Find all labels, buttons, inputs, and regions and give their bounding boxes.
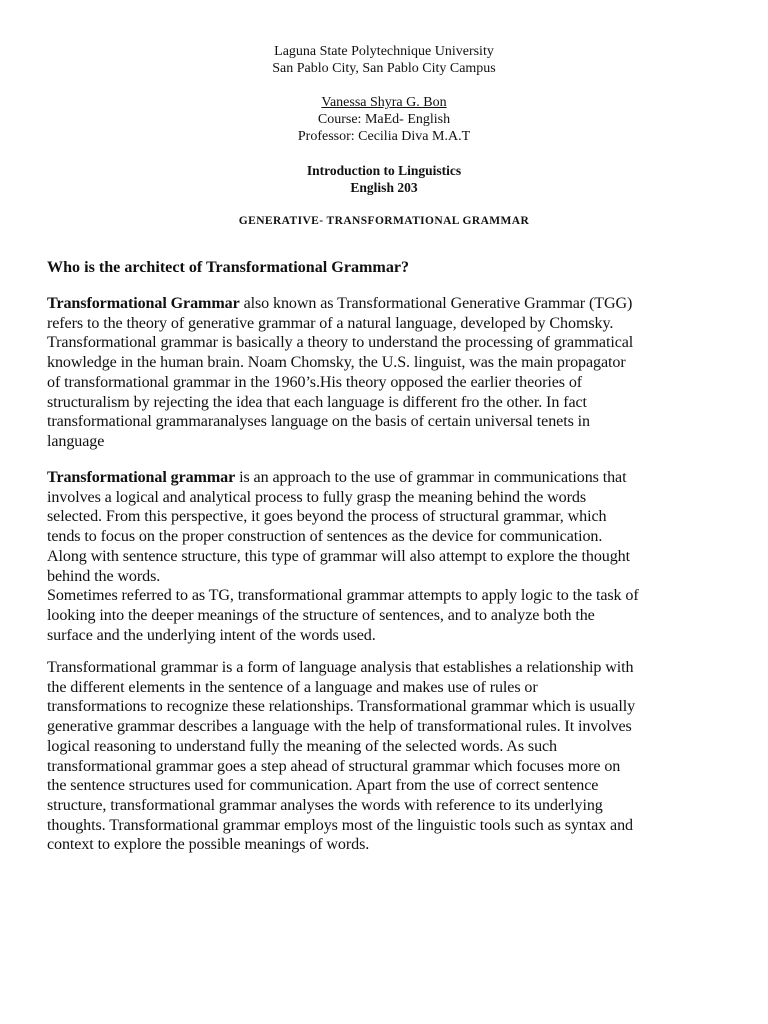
paragraph-2-lead: Transformational grammar	[47, 469, 236, 486]
student-name: Vanessa Shyra G. Bon	[321, 95, 447, 110]
paragraph-1-line: structuralism by rejecting the idea that each language is different fro the other. In fact	[47, 393, 587, 411]
header-topic	[0, 213, 768, 230]
paragraph-3-line: the different elements in the sentence of a language and makes use of rules or	[47, 678, 538, 696]
paragraph-2-line: Transformational grammar is an approach to the use of grammar in communications that	[47, 469, 627, 486]
university-name: Laguna State Polytechnique University	[274, 44, 494, 59]
paragraph-3-line: context to explore the possible meanings of words.	[47, 836, 370, 854]
paragraph-1-line: refers to the theory of generative grammar of a natural language, developed by Chomsky.	[47, 314, 614, 332]
paragraph-2-line: tends to focus on the proper construction of sentences as the device for communication.	[47, 528, 603, 546]
paragraph-2-line: Sometimes referred to as TG, transformational grammar attempts to apply logic to the task of	[47, 587, 639, 605]
paragraph-1-lead: Transformational Grammar	[47, 295, 240, 312]
paragraph-3-line: generative grammar describes a language with the help of transformational rules. It involves	[47, 718, 632, 736]
header-subject	[0, 162, 768, 196]
paragraph-1-line: Transformational Grammar also known as Transformational Generative Grammar (TGG)	[47, 295, 633, 312]
paragraph-3-line: logical reasoning to understand fully the meaning of the selected words. As such	[47, 737, 558, 755]
paragraph-1-line: language	[47, 432, 105, 450]
paragraph-2-line: Along with sentence structure, this type of grammar will also attempt to explore the thought	[47, 547, 631, 565]
paragraph-3-line: the sentence structures used for communication. Apart from the use of correct sentence	[47, 777, 599, 795]
paragraph-2-line: surface and the underlying intent of the words used.	[47, 626, 376, 644]
course-line: Course: MaEd- English	[317, 112, 451, 127]
campus-name: San Pablo City, San Pablo City Campus	[272, 61, 496, 76]
paragraph-3	[47, 658, 727, 855]
paragraph-1-line: knowledge in the human brain. Noam Chomsky, the U.S. linguist, was the main propagator	[47, 354, 626, 372]
paragraph-1-line: of transformational grammar in the 1960’s.His theory opposed the earlier theories of	[47, 373, 583, 391]
paragraph-1	[47, 294, 727, 452]
header-student-info	[0, 94, 768, 145]
subject-code: English 203	[350, 180, 418, 195]
paragraph-3-line: Transformational grammar is a form of language analysis that establishes a relationship with	[47, 659, 634, 676]
subject-title: Introduction to Linguistics	[306, 163, 462, 178]
paragraph-1-line: transformational grammaranalyses language on the basis of certain universal tenets in	[47, 413, 590, 431]
professor-line: Professor: Cecilia Diva M.A.T	[297, 129, 471, 144]
paragraph-2-line: selected. From this perspective, it goes beyond the process of structural grammar, which	[47, 508, 607, 526]
paragraph-3-line: structure, transformational grammar analyses the words with reference to its underlying	[47, 796, 603, 814]
paragraph-2-line: behind the words.	[47, 567, 161, 585]
paragraph-2	[47, 468, 727, 645]
topic-title: GENERATIVE- TRANSFORMATIONAL GRAMMAR	[238, 215, 530, 227]
paragraph-3-line: thoughts. Transformational grammar employs most of the linguistic tools such as syntax and	[47, 816, 633, 834]
header-institution	[0, 43, 768, 77]
paragraph-1-line: Transformational grammar is basically a theory to understand the processing of grammatical	[47, 334, 634, 352]
paragraph-3-line: transformations to recognize these relationships. Transformational grammar which is usually	[47, 698, 636, 716]
paragraph-2-line: involves a logical and analytical process to fully grasp the meaning behind the words	[47, 488, 586, 506]
paragraph-2-line: looking into the deeper meanings of the structure of sentences, and to analyze both the	[47, 606, 595, 624]
paragraph-3-line: transformational grammar goes a step ahead of structural grammar which focuses more on	[47, 757, 621, 775]
question-heading: Who is the architect of Transformational Grammar?	[47, 259, 410, 276]
